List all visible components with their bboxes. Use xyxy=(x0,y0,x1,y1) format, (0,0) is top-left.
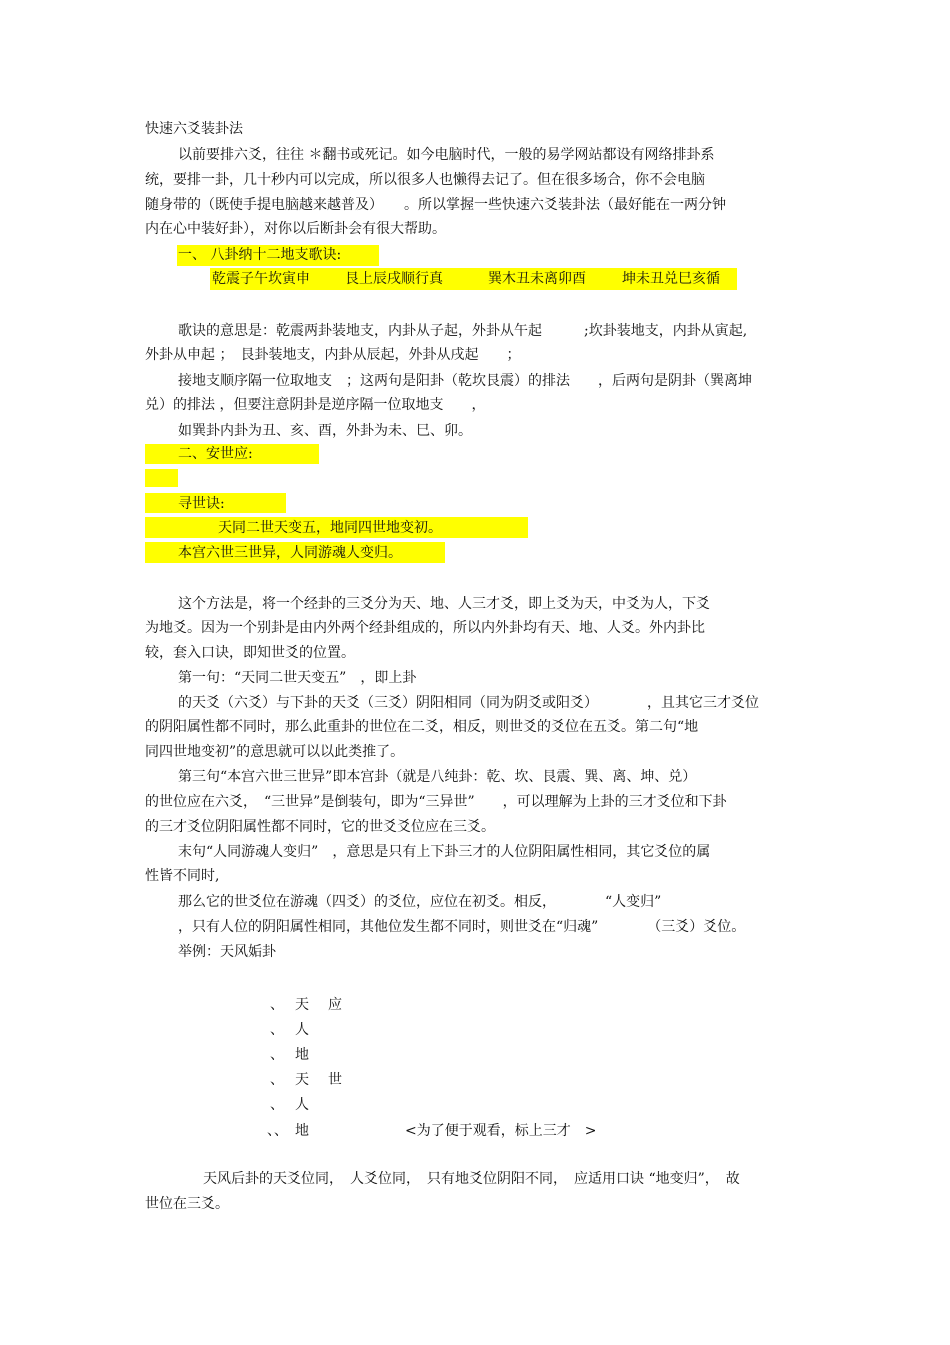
hexagram-cai: 天 xyxy=(295,1072,309,1088)
explain-line: 外卦从申起 ； 艮卦装地支，内卦从辰起，外卦从戌起 ； xyxy=(145,347,521,363)
hexagram-cai: 人 xyxy=(295,1022,309,1038)
hexagram-cai: 地 xyxy=(295,1047,309,1063)
method-line: 的三才爻位阴阳属性都不同时，它的世爻爻位应在三爻。 xyxy=(145,819,495,835)
method-line: 的阴阳属性都不同时，那么此重卦的世位在二爻，相反，则世爻的爻位在五爻。第二句“地 xyxy=(145,719,699,735)
method-line: 举例：天风姤卦 xyxy=(178,944,276,960)
method-line: ，只有人位的阴阳属性相同，其他位发生都不同时，则世爻在“归魂” （三爻）爻位。 xyxy=(178,919,746,935)
method-line: 为地爻。因为一个别卦是由内外两个经卦组成的，所以内外卦均有天、地、人爻。外内卦比 xyxy=(145,620,705,636)
hexagram-cai: 天 xyxy=(295,997,309,1013)
method-line: 的世位应在六爻， “三世异”是倒装句，即为“三异世” ，可以理解为上卦的三才爻位和下卦 xyxy=(145,794,727,810)
verse-line: 坤未丑兑巳亥循 xyxy=(622,271,720,287)
method-line: 这个方法是，将一个经卦的三爻分为天、地、人三才爻，即上爻为天，中爻为人，下爻 xyxy=(178,596,710,612)
explain-line: 接地支顺序隔一位取地支 ；这两句是阳卦（乾坎艮震）的排法 ，后两句是阴卦（巽离坤 xyxy=(178,373,752,389)
explain-line: 兑）的排法 ，但要注意阴卦是逆序隔一位取地支 ， xyxy=(145,397,486,413)
hexagram-mark: 、 xyxy=(270,1072,284,1088)
section2-heading: 二、安世应: xyxy=(178,446,253,462)
highlight-empty-block xyxy=(145,469,178,487)
method-line: 性皆不同时, xyxy=(145,868,220,884)
hexagram-cai: 地 xyxy=(295,1123,309,1139)
method-line: 第三句“本宫六世三世异”即本宫卦（就是八纯卦：乾、坎、艮震、巽、离、坤、兑） xyxy=(178,769,697,785)
section1-heading: 一、 八卦纳十二地支歌诀: xyxy=(178,247,342,263)
hexagram-mark: 、 xyxy=(270,1022,284,1038)
hexagram-note: 应 xyxy=(328,997,342,1013)
conclusion-line: 天风后卦的天爻位同， 人爻位同， 只有地爻位阴阳不同， 应适用口诀 “地变归”， 故 xyxy=(203,1171,740,1187)
intro-line: 统，要排一卦，几十秒内可以完成，所以很多人也懒得去记了。但在很多场合，你不会电脑 xyxy=(145,172,705,188)
intro-line: 内在心中装好卦），对你以后断卦会有很大帮助。 xyxy=(145,221,446,237)
section2-subheading: 寻世诀: xyxy=(178,496,225,512)
hexagram-mark: 、 xyxy=(270,1097,284,1113)
conclusion-line: 世位在三爻。 xyxy=(145,1196,229,1212)
intro-line: 以前要排六爻，往往 ＊翻书或死记。如今电脑时代，一般的易学网站都设有网络排卦系 xyxy=(178,147,715,163)
rule-verse-1: 天同二世天变五，地同四世地变初。 xyxy=(218,520,442,536)
method-line: 那么它的世爻位在游魂（四爻）的爻位，应位在初爻。相反， “人变归” xyxy=(178,894,662,910)
verse-line: 乾震子午坎寅申 xyxy=(212,271,310,287)
verse-line: 巽木丑未离卯酉 xyxy=(488,271,586,287)
document-title: 快速六爻装卦法 xyxy=(145,121,243,137)
explain-line: 歌诀的意思是：乾震两卦装地支，内卦从子起，外卦从午起 ;坎卦装地支，内卦从寅起, xyxy=(178,323,748,339)
verse-line: 艮上辰戌顺行真 xyxy=(345,271,443,287)
explain-line: 如巽卦内卦为丑、亥、酉，外卦为未、巳、卯。 xyxy=(178,423,472,439)
method-line: 的天爻（六爻）与下卦的天爻（三爻）阴阳相同（同为阴爻或阳爻） ，且其它三才爻位 xyxy=(178,695,759,711)
rule-verse-2: 本宫六世三世异，人同游魂人变归。 xyxy=(178,545,402,561)
hexagram-mark: 、、 xyxy=(267,1123,288,1139)
hexagram-mark: 、 xyxy=(270,1047,284,1063)
hexagram-note: <为了便于观看，标上三才 > xyxy=(405,1123,597,1139)
method-line: 较，套入口诀，即知世爻的位置。 xyxy=(145,645,355,661)
hexagram-mark: 、 xyxy=(270,997,284,1013)
intro-line: 随身带的（既使手提电脑越来越普及） 。所以掌握一些快速六爻装卦法（最好能在一两分钟 xyxy=(145,197,726,213)
method-line: 末句“人同游魂人变归” ，意思是只有上下卦三才的人位阴阳属性相同，其它爻位的属 xyxy=(178,844,711,860)
hexagram-note: 世 xyxy=(328,1072,342,1088)
method-line: 同四世地变初”的意思就可以以此类推了。 xyxy=(145,744,405,760)
hexagram-cai: 人 xyxy=(295,1097,309,1113)
method-line: 第一句：“天同二世天变五” ，即上卦 xyxy=(178,670,417,686)
